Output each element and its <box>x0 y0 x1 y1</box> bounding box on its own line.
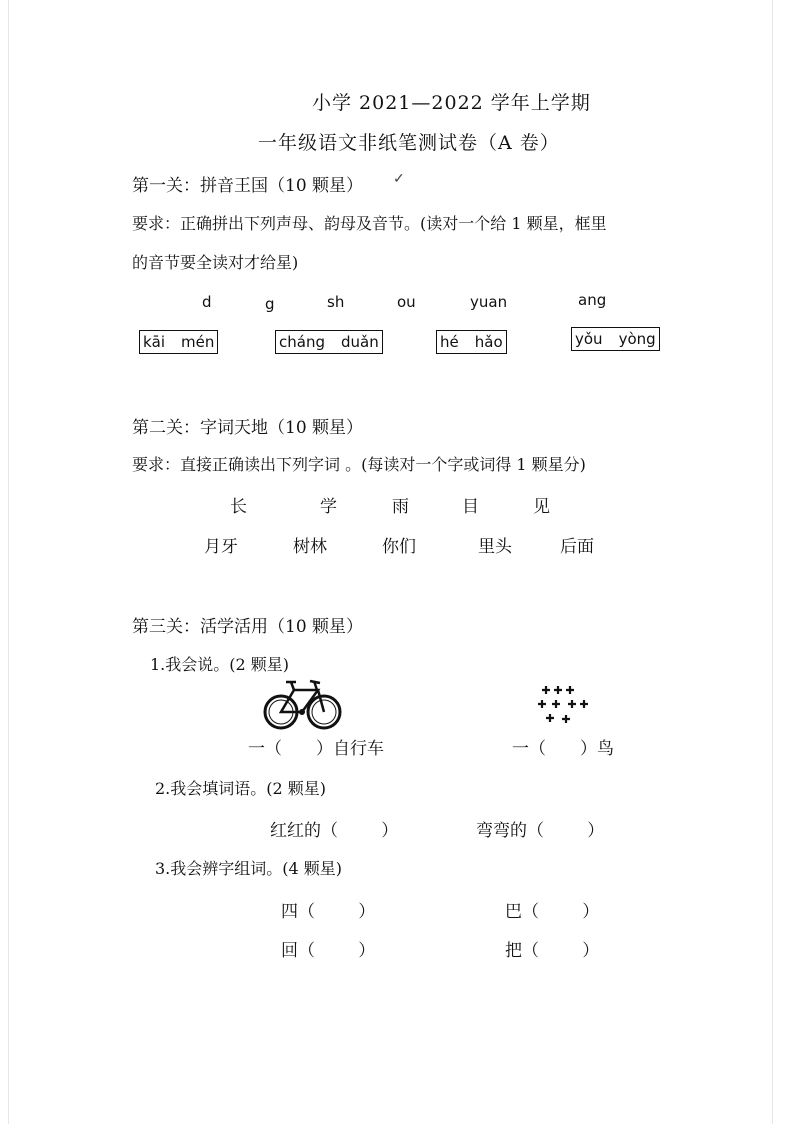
word: 月牙 <box>204 537 238 557</box>
section2-requirement: 要求：直接正确读出下列字词 。(每读对一个字或词得 1 颗星分) <box>132 455 586 474</box>
character: 见 <box>533 497 550 517</box>
syllable-box <box>275 330 383 354</box>
word: 后面 <box>560 537 594 557</box>
syllable-box <box>139 330 218 354</box>
bicycle-answer <box>248 734 384 759</box>
word: 树林 <box>293 537 327 557</box>
character: 长 <box>230 497 247 517</box>
section2-heading: 第二关：字词天地（10 颗星） <box>132 418 364 438</box>
syllable: duǎn <box>340 333 379 351</box>
section1-requirement-line2: 的音节要全读对才给星) <box>132 253 299 272</box>
pinyin-letter: d <box>202 293 212 311</box>
title-line-1: 小学 2021—2022 学年上学期 <box>312 92 591 114</box>
character: 学 <box>320 497 337 517</box>
syllable: kāi <box>143 333 166 351</box>
character: 目 <box>462 497 479 517</box>
birds-answer <box>512 734 614 759</box>
blank-prefix: 一（ <box>512 739 546 759</box>
word-group-item[interactable]: 巴（ ） <box>505 902 600 922</box>
syllable-box <box>436 330 507 354</box>
blank-prefix: 一（ <box>248 739 282 759</box>
syllable: hé <box>440 333 459 351</box>
fill-word-item[interactable]: 弯弯的（ ） <box>476 821 605 841</box>
question3-label: 3.我会辨字组词。(4 颗星) <box>155 859 343 878</box>
pinyin-letter: g <box>265 295 275 313</box>
syllable: mén <box>181 333 215 351</box>
word: 你们 <box>382 537 416 557</box>
character: 雨 <box>392 497 409 517</box>
fill-word-item[interactable]: 红红的（ ） <box>270 821 399 841</box>
word-group-item[interactable]: 把（ ） <box>505 941 600 961</box>
word-group-item[interactable]: 四（ ） <box>281 902 376 922</box>
birds-icon <box>536 684 592 728</box>
check-mark-icon: ✓ <box>393 171 405 187</box>
syllable: yǒu <box>575 330 603 348</box>
bicycle-icon <box>262 676 344 732</box>
syllable: cháng <box>279 333 325 351</box>
question1-label: 1.我会说。(2 颗星) <box>150 655 290 674</box>
pinyin-letter: yuan <box>470 293 508 311</box>
section1-requirement-line1: 要求：正确拼出下列声母、韵母及音节。(读对一个给 1 颗星，框里 <box>132 214 607 233</box>
question2-label: 2.我会填词语。(2 颗星) <box>155 779 327 798</box>
word: 里头 <box>478 537 512 557</box>
page-right-edge <box>772 0 773 1124</box>
word-group-item[interactable]: 回（ ） <box>281 941 376 961</box>
syllable: hǎo <box>474 333 503 351</box>
blank-suffix: ）鸟 <box>580 739 614 759</box>
section1-heading: 第一关：拼音王国（10 颗星） <box>132 176 364 196</box>
title-line-2: 一年级语文非纸笔测试卷（A 卷） <box>258 132 560 154</box>
pinyin-letter: ang <box>578 291 607 309</box>
blank-suffix: ）自行车 <box>316 739 384 759</box>
pinyin-letter: ou <box>397 293 416 311</box>
syllable: yòng <box>618 330 656 348</box>
syllable-box <box>571 327 660 351</box>
pinyin-letter: sh <box>327 293 345 311</box>
section3-heading: 第三关：活学活用（10 颗星） <box>132 617 364 637</box>
page-left-edge <box>8 0 9 1124</box>
